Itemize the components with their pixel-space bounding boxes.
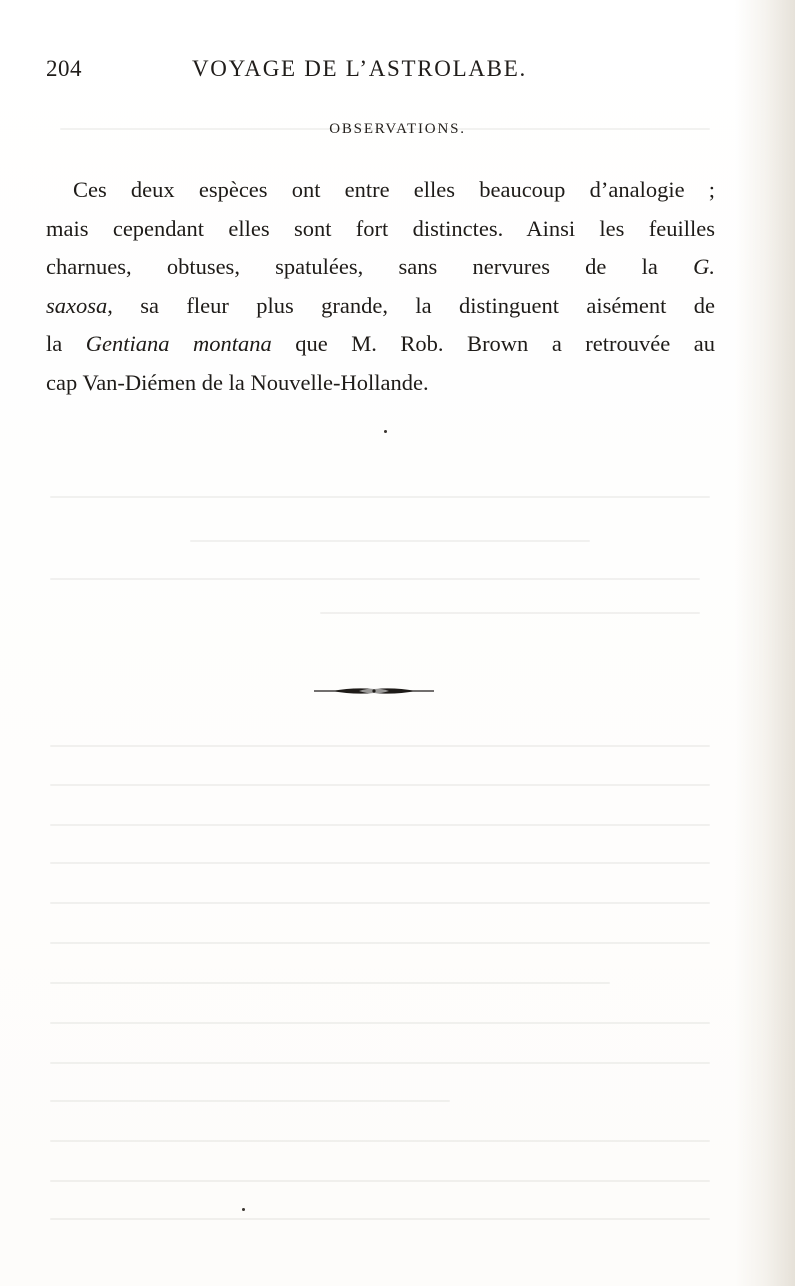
text-line xyxy=(46,248,715,287)
show-through-line xyxy=(320,612,700,614)
tailpiece-ornament xyxy=(314,683,434,699)
print-speck xyxy=(242,1208,245,1211)
text-line xyxy=(46,287,715,326)
text-run: cap Van-Diémen de la Nouvelle-Hollande. xyxy=(46,369,429,395)
print-speck xyxy=(384,430,387,433)
running-title: VOYAGE DE L’ASTROLABE. xyxy=(192,56,527,81)
text-line xyxy=(46,171,715,210)
text-line xyxy=(46,210,715,249)
italic-species-name: Gentiana montana xyxy=(85,331,272,356)
text-run: , sa fleur plus grande, la distinguent aisément de xyxy=(107,292,715,318)
show-through-line xyxy=(50,982,610,984)
observation-paragraph xyxy=(46,171,715,402)
show-through-line xyxy=(50,1022,710,1024)
show-through-line xyxy=(50,824,710,826)
page-number: 204 xyxy=(46,56,82,81)
italic-species-name: saxosa xyxy=(46,292,108,318)
show-through-line xyxy=(50,1218,710,1220)
text-run: charnues, obtuses, spatulées, sans nervures de la xyxy=(46,254,658,279)
show-through-line xyxy=(50,784,710,786)
show-through-line xyxy=(50,745,710,747)
show-through-line xyxy=(50,578,700,580)
italic-species-name: G. xyxy=(693,254,715,279)
show-through-line xyxy=(50,902,710,904)
text-run: mais cependant elles sont fort distinctes. Ainsi les feuilles xyxy=(46,215,715,241)
show-through-line xyxy=(50,1180,710,1182)
show-through-line xyxy=(50,1062,710,1064)
show-through-line xyxy=(50,1140,710,1142)
section-heading: OBSERVATIONS. xyxy=(329,121,466,137)
text-line xyxy=(46,364,715,403)
show-through-line xyxy=(50,496,710,498)
text-line xyxy=(46,325,715,364)
show-through-line xyxy=(50,862,710,864)
show-through-line xyxy=(50,942,710,944)
show-through-line xyxy=(190,540,590,542)
page-header xyxy=(46,56,716,90)
text-run: Ces deux espèces ont entre elles beaucoup d’analogie ; xyxy=(73,177,715,202)
text-run: la xyxy=(46,331,63,356)
show-through-line xyxy=(50,1100,450,1102)
text-run: que M. Rob. Brown a retrouvée au xyxy=(295,331,716,356)
